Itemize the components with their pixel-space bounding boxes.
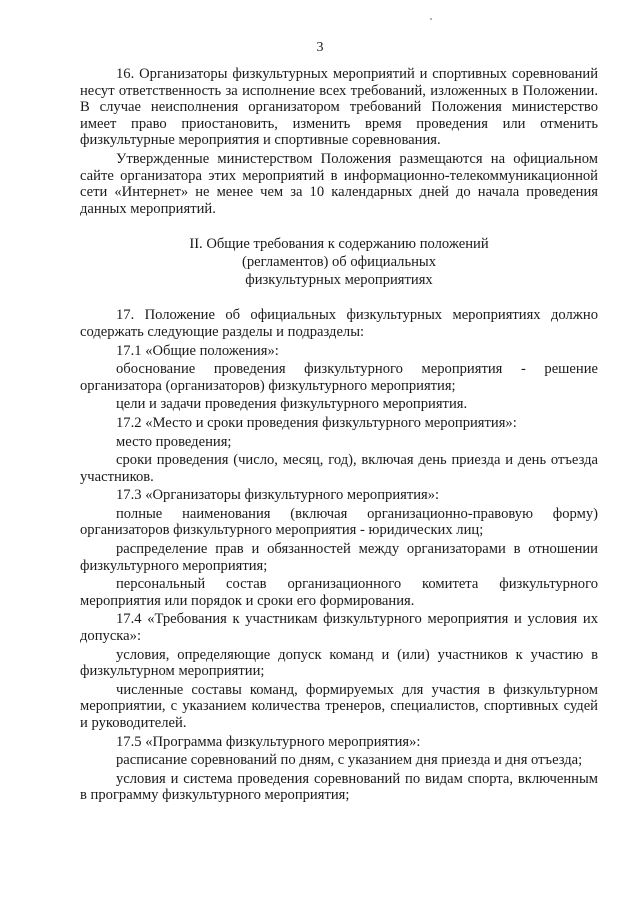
section-heading (80, 235, 598, 289)
list-item: место проведения; (116, 433, 232, 450)
section-heading-line-2: (регламентов) об официальных (241, 254, 437, 271)
list-item: обоснование проведения физкультурного мероприятия - решение организатора (организаторов) физкультурного мероприятия; (80, 361, 598, 394)
list-item: условия, определяющие допуск команд и (или) участников к участию в физкультурном мероприятии; (80, 646, 598, 680)
paragraph-approved-regulations: Утвержденные министерством Положения размещаются на официальном сайте организатора этих мероприятий в информационно-телекоммуникационной сети «Интернет» не менее чем за 10 календарных дней до начала проведения данных мероприятий. (80, 150, 598, 217)
list-item: персональный состав организационного комитета физкультурного мероприятия или порядок и сроки его формирования. (80, 576, 598, 609)
scan-speck (430, 18, 432, 20)
list-item: цели и задачи проведения физкультурного мероприятия. (116, 396, 468, 413)
subsection-17-2-title: 17.2 «Место и сроки проведения физкультурного мероприятия»: (116, 414, 517, 431)
section-heading-line-1: II. Общие требования к содержанию положений (189, 236, 489, 253)
document-body (80, 66, 598, 804)
list-item: распределение прав и обязанностей между организаторами в отношении физкультурного мероприятия; (80, 541, 598, 574)
subsection-17-1-title: 17.1 «Общие положения»: (116, 342, 279, 359)
list-item: сроки проведения (число, месяц, год), включая день приезда и день отъезда участников. (80, 452, 598, 485)
list-item: расписание соревнований по дням, с указанием дня приезда и дня отъезда; (116, 752, 583, 769)
paragraph-17: 17. Положение об официальных физкультурных мероприятиях должно содержать следующие разделы и подразделы: (80, 307, 598, 340)
section-heading-line-3: физкультурных мероприятиях (245, 272, 433, 289)
paragraph-16: 16. Организаторы физкультурных мероприятий и спортивных соревнований несут ответственность за исполнение всех требований, изложенных в Положении. В случае неисполнения организатором требований Положения министерство имеет право приостановить, изменить время проведения или отменить физкультурные мероприятия и спортивные соревнования. (80, 66, 598, 149)
list-item: условия и система проведения соревнований по видам спорта, включенным в программу физкультурного мероприятия; (80, 770, 598, 804)
subsection-17-3-title: 17.3 «Организаторы физкультурного мероприятия»: (116, 487, 440, 504)
page-number: 3 (316, 40, 324, 55)
list-item: численные составы команд, формируемых для участия в физкультурном мероприятии, с указанием количества тренеров, специалистов, спортивных судей и руководителей. (80, 681, 598, 731)
list-item: полные наименования (включая организационно-правовую форму) организаторов физкультурного мероприятия - юридических лиц; (80, 505, 598, 539)
subsection-17-5-title: 17.5 «Программа физкультурного мероприятия»: (116, 733, 421, 750)
subsection-17-4-title: 17.4 «Требования к участникам физкультурного мероприятия и условия их допуска»: (80, 611, 598, 645)
